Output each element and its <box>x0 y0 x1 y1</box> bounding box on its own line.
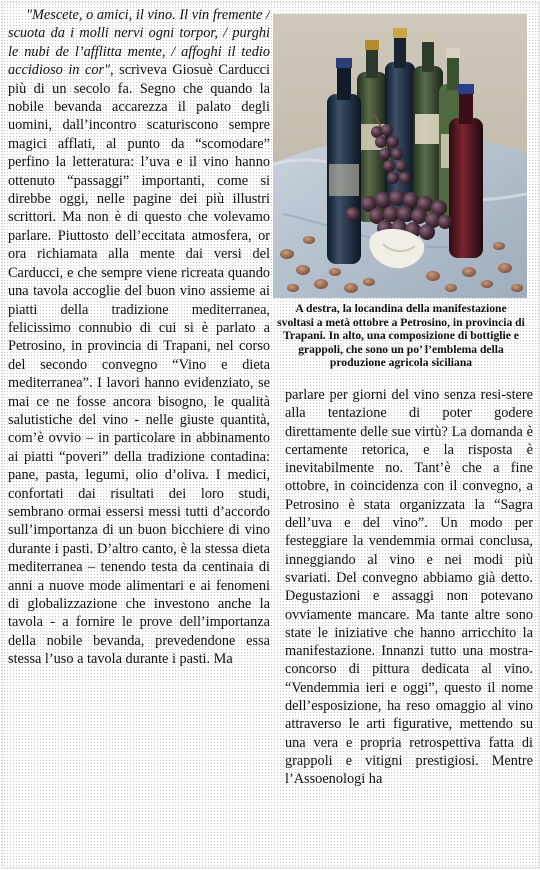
article-right-column <box>285 386 533 862</box>
photo-caption: A destra, la locandina della manifestazione svoltasi a metà ottobre a Petrosino, in provincia di Trapani. In alto, una composizione di bottiglie e grappoli, che sono un po’ l’emblema della produzione agricola siciliana <box>277 302 525 370</box>
carducci-quote: "Mescete, o amici, il vino. Il vin fremente / scuota da i molli nervi ogni torpor, / purghi le nubi de l’afflitta mente, / affoghi il tedio accidioso in cor", <box>8 7 270 79</box>
photo-illustration <box>273 14 527 298</box>
article-paragraph <box>8 6 270 669</box>
article-left-column <box>8 6 270 862</box>
right-body-text: parlare per giorni del vino senza resi-stere alla tentazione di poter godere direttamente delle sue virtù? La domanda è certamente retorica, e la risposta è inevitabilmente no. Tant’è che a fine ottobre, in coincidenza con il convegno, a Petrosino è stata organizzata la “Sagra dell’uva e del vino”. Un modo per festeggiare la vendemmia ormai conclusa, inneggiando al vino e nei modi più svariati. Del convegno abbiamo già detto. Degustazioni e assaggi non potevano ovviamente mancare. Ma tante altre sono state le iniziative che hanno arricchito la manifestazione. Innanzi tutto una mostra-concorso di pittura dedicata al vino. “Vendemmia ieri e oggi”, questo il nome dell’esposizione, ha reso omaggio al vino attraverso le arti figurative, mettendo su una vera e propria retrospettiva fatta di grappoli e vitigni prestigiosi. Mentre l’Assoenologi ha <box>285 387 533 788</box>
wine-bottles-photo <box>273 14 527 298</box>
left-body-text: scriveva Giosuè Carducci più di un secolo fa. Segno che quando la nobile bevanda accarezza il palato degli uomini, dall’incontro scaturiscono sempre magici afflati, al punto da “scomodare” perfino la letteratura: l’uva e il vino hanno ottenuto “passaggi” importanti, come si direbbe oggi, nelle pagine dei più illustri scrittori. Ma non è di questo che volevamo parlare. Piuttosto dell’eccitata atmosfera, or ora richiamata alla mente dai versi del Carducci, e che sempre viene ricreata quando una tavola accoglie del buon vino assieme ai piatti della tradizione mediterranea, felicissimo connubio di cui si è parlato a Petrosino, in provincia di Trapani, nel corso del secondo convegno “Vino e dieta mediterranea”. I lavori hanno evidenziato, se mai ce ne fosse ancora bisogno, le qualità salutistiche del vino - nelle giuste quantità, com’è ovvio – in particolare in abbinamento ai piatti “poveri” della tradizione contadina: pane, pasta, legumi, olio d’oliva. I medici, confortati dai risultati dei loro studi, sembrano ormai essersi messi tutti d’accordo sull’importanza di un buon bicchiere di vino durante i pasti. D’altro canto, è la stessa dieta mediterranea – tenendo testa da centinaia di anni a nuove mode alimentari e ai fenomeni di globalizzazione che investono anche la tavola - a fornire le prove dell’importanza della nobile bevanda, prevedendone essa stessa l’uso a tavola durante i pasti. Ma <box>8 62 270 668</box>
